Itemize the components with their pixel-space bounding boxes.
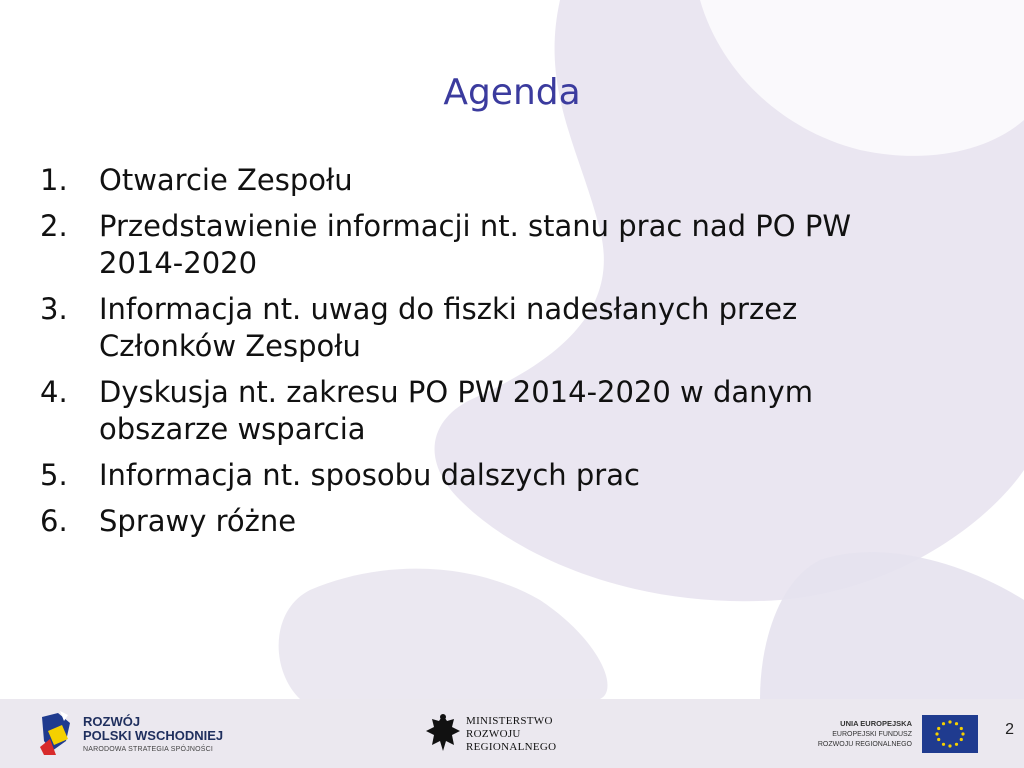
rpw-line3: NARODOWA STRATEGIA SPÓJNOŚCI (83, 746, 214, 753)
ministry-logo-text (466, 715, 556, 754)
ministry-logo (424, 711, 584, 759)
rpw-line2: POLSKI WSCHODNIEJ (83, 728, 224, 743)
item-number: 4. (40, 375, 68, 409)
item-text: Przedstawienie informacji nt. stanu prac nad PO PW 2014-2020 (99, 209, 851, 280)
item-text: Informacja nt. sposobu dalszych prac (99, 458, 640, 492)
item-text: Otwarcie Zespołu (99, 163, 353, 197)
agenda-item (40, 503, 940, 540)
rpw-logo-text (83, 715, 223, 757)
eu-line3: ROZWOJU REGIONALNEGO (817, 741, 912, 748)
item-text: Sprawy różne (99, 504, 297, 538)
eagle-emblem-icon (424, 711, 462, 755)
footer-bar (0, 699, 1024, 768)
eu-logo-text (812, 719, 912, 750)
agenda-item (40, 457, 940, 494)
item-text: Dyskusja nt. zakresu PO PW 2014-2020 w danym obszarze wsparcia (99, 375, 813, 446)
agenda-item (40, 208, 940, 282)
agenda-item (40, 162, 940, 199)
poland-east-icon (38, 711, 78, 757)
eu-flag-icon (922, 715, 978, 753)
item-number: 1. (40, 163, 68, 197)
mrr-line3: REGIONALNEGO (466, 741, 557, 753)
item-number: 6. (40, 504, 68, 538)
agenda-item (40, 291, 940, 365)
rpw-logo (38, 711, 238, 759)
item-number: 2. (40, 209, 68, 243)
slide-title: Agenda (443, 72, 581, 113)
item-number: 5. (40, 458, 68, 492)
agenda-item (40, 374, 940, 448)
rpw-line1: ROZWÓJ (83, 714, 141, 729)
mrr-line2: ROZWOJU (466, 728, 521, 740)
page-number: 2 (1005, 721, 1014, 738)
item-number: 3. (40, 292, 68, 326)
eu-line1: UNIA EUROPEJSKA (840, 719, 912, 728)
agenda-list (40, 162, 940, 549)
item-text: Informacja nt. uwag do fiszki nadesłanych przez Członków Zespołu (99, 292, 798, 363)
eu-line2: EUROPEJSKI FUNDUSZ (832, 731, 912, 738)
mrr-line1: MINISTERSTWO (466, 715, 553, 727)
eu-logo (812, 713, 982, 757)
